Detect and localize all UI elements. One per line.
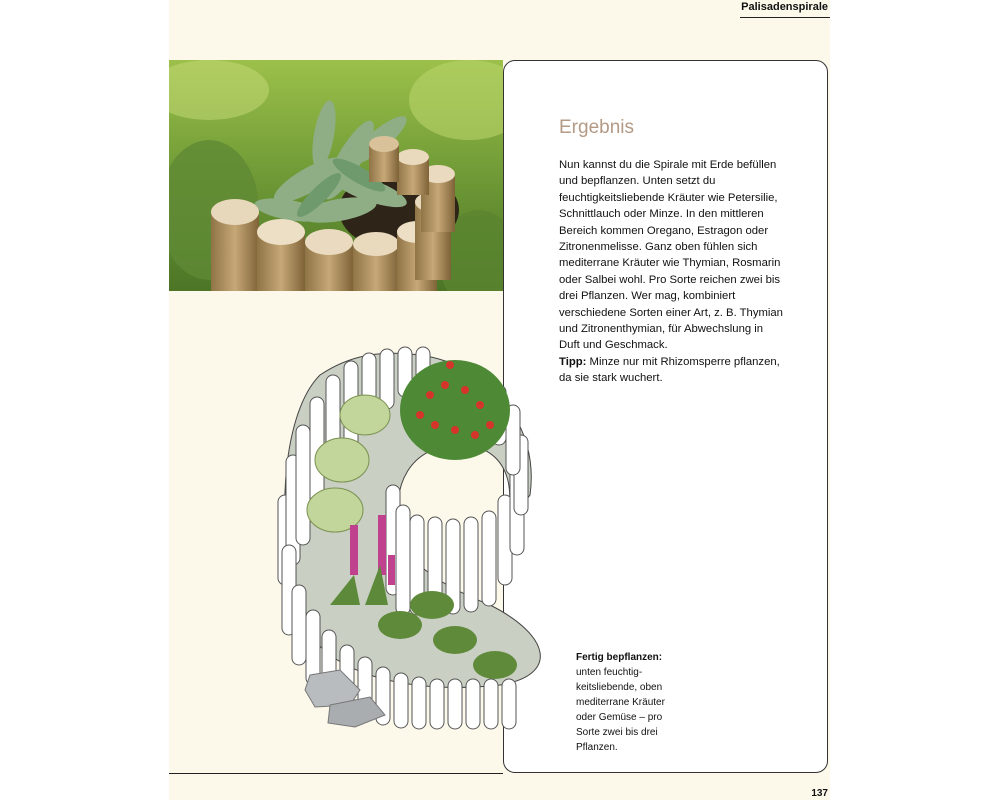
page-number: 137 <box>811 788 828 799</box>
herb-spiral-illustration <box>260 335 560 735</box>
header-rule <box>740 17 830 18</box>
caption-title: Fertig bepflanzen: <box>576 652 663 663</box>
result-text: Nun kannst du die Spirale mit Erde befüllen und bepflanzen. Unten setzt du feuchtigkeitsliebende Kräuter wie Petersilie, Schnittlauch oder Minze. In den mittleren Bereich kommen Oregano, Estragon oder Zitronenmelisse. Ganz oben fühlen sich mediterrane Kräuter wie Thymian, Rosmarin oder Salbei wohl. Pro Sorte reichen zwei bis drei Pflanzen. Wer mag, kombiniert verschiedene Sorten einer Art, z. B. Thymian und Zitronenthymian, für Abwechslung in Duft und Geschmack. <box>559 159 783 352</box>
tip-paragraph <box>559 354 784 387</box>
herb-spiral-photo <box>169 60 503 291</box>
illustration-caption <box>576 650 686 755</box>
tip-label: Tipp: <box>559 355 587 368</box>
tip-text: Minze nur mit Rhizomsperre pflanzen, da sie stark wuchert. <box>559 355 780 385</box>
result-body <box>559 157 784 387</box>
caption-text: unten feuchtigkeitsliebende, oben mediterrane Kräuter oder Gemüse – pro Sorte zwei bis drei Pflanzen. <box>576 667 665 753</box>
bottom-rule <box>169 773 503 774</box>
result-title: Ergebnis <box>559 117 634 138</box>
section-header: Palisadenspirale <box>741 1 828 13</box>
